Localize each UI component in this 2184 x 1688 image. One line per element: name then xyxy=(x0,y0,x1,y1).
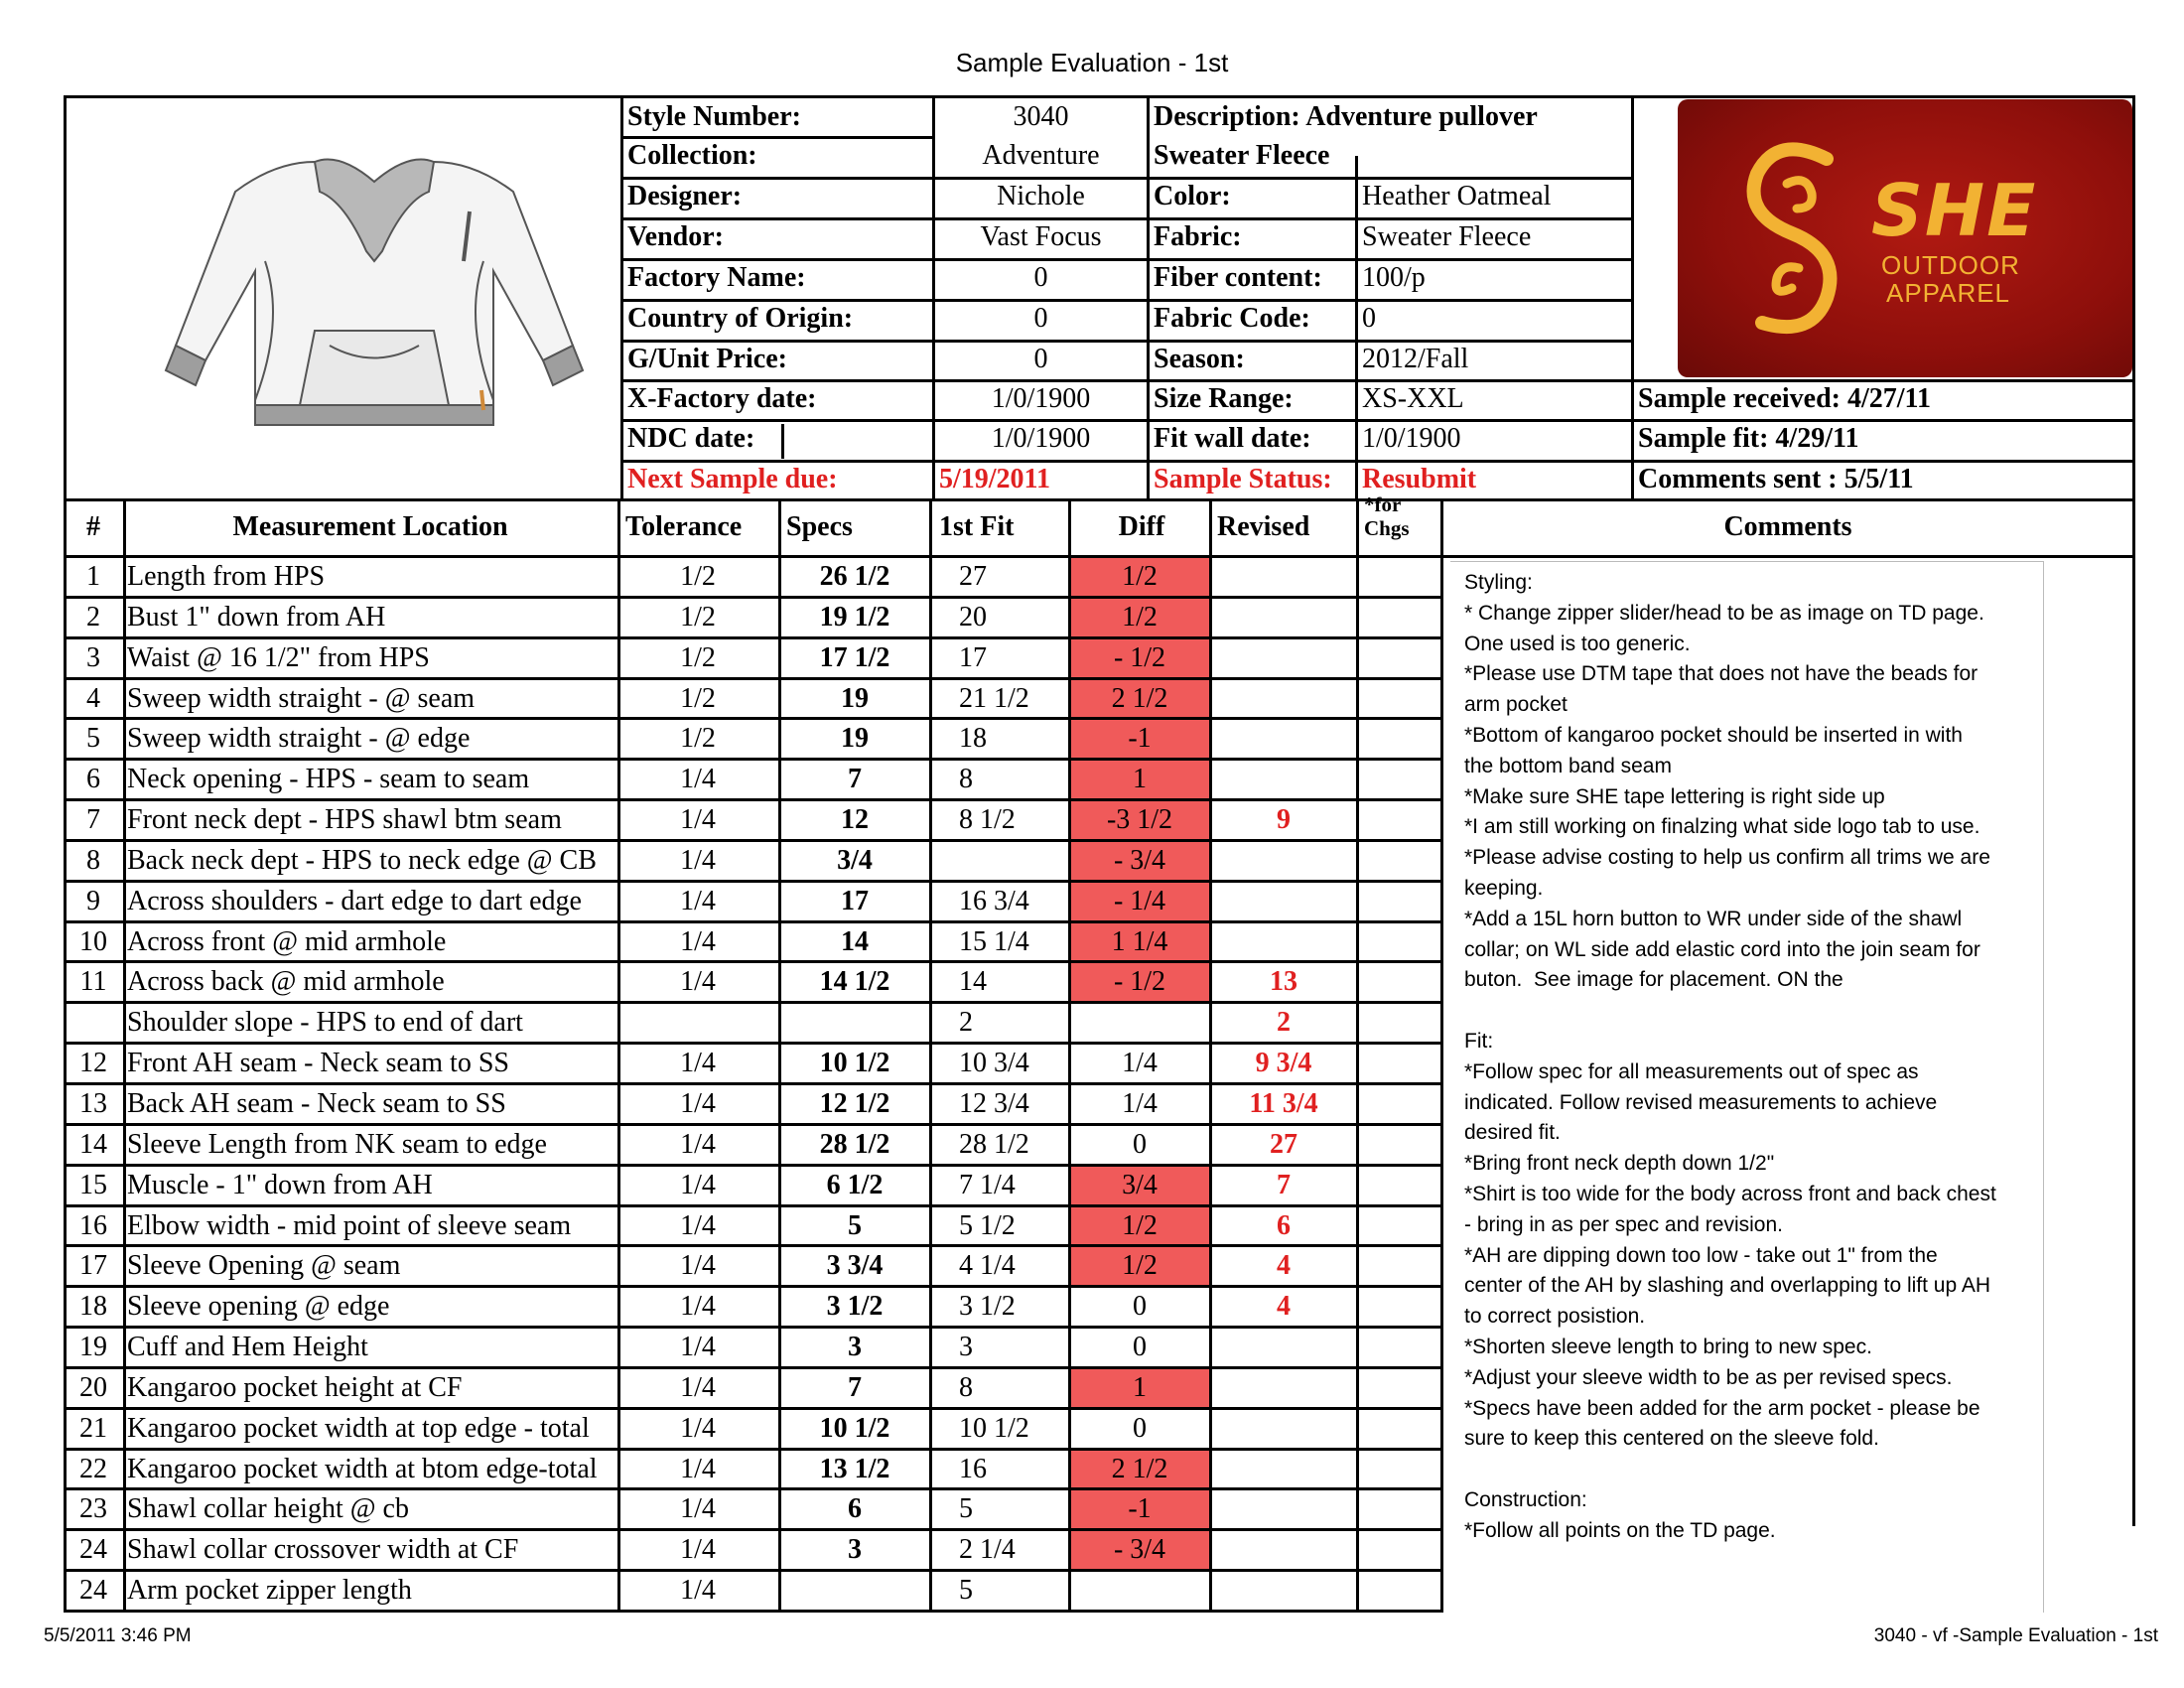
row-spec: 10 1/2 xyxy=(819,1412,890,1444)
row-diff: 1 xyxy=(1070,1369,1209,1407)
row-spec: 12 xyxy=(841,804,869,836)
row-num: 19 xyxy=(79,1332,107,1363)
sample-status-label: Sample Status: xyxy=(1154,464,1332,494)
row-revised: 7 xyxy=(1277,1169,1291,1200)
designer-value: Nichole xyxy=(997,181,1085,211)
season-value: 2012/Fall xyxy=(1362,344,1469,374)
table-row xyxy=(64,963,1440,1004)
row-tolerance: 1/4 xyxy=(680,1048,716,1079)
row-location: Arm pocket zipper length xyxy=(127,1575,412,1607)
row-first-fit: 20 xyxy=(959,601,987,633)
collection-label: Collection: xyxy=(627,140,757,171)
row-spec xyxy=(780,1572,929,1610)
row-first-fit: 27 xyxy=(959,561,987,592)
row-revised xyxy=(1211,1531,1356,1569)
row-location: Sleeve Length from NK seam to edge xyxy=(127,1128,547,1160)
row-tolerance: 1/4 xyxy=(680,804,716,836)
row-num: 6 xyxy=(86,764,100,795)
row-revised: 6 xyxy=(1277,1209,1291,1241)
row-spec: 28 1/2 xyxy=(819,1128,890,1160)
table-row xyxy=(64,1329,1440,1369)
row-tolerance: 1/4 xyxy=(680,1493,716,1525)
footer-left: 5/5/2011 3:46 PM xyxy=(44,1625,192,1646)
row-first-fit: 16 xyxy=(959,1453,987,1484)
row-tolerance: 1/4 xyxy=(680,1412,716,1444)
sample-status-value: Resubmit xyxy=(1362,464,1477,494)
table-row xyxy=(64,720,1440,761)
next-sample-value: 5/19/2011 xyxy=(939,464,1051,494)
row-location: Front AH seam - Neck seam to SS xyxy=(127,1048,509,1079)
color-value: Heather Oatmeal xyxy=(1362,181,1552,211)
row-first-fit: 4 1/4 xyxy=(959,1250,1016,1282)
row-diff: 1/2 xyxy=(1070,599,1209,636)
row-num: 23 xyxy=(79,1493,107,1525)
table-row xyxy=(64,1451,1440,1491)
table-row xyxy=(64,1045,1440,1085)
designer-label: Designer: xyxy=(627,181,743,211)
row-tolerance: 1/4 xyxy=(680,1250,716,1282)
row-num: 4 xyxy=(86,682,100,714)
fit-wall-value: 1/0/1900 xyxy=(1362,423,1461,454)
row-first-fit: 21 1/2 xyxy=(959,682,1029,714)
row-tolerance: 1/2 xyxy=(680,682,716,714)
factory-name-value: 0 xyxy=(1033,262,1048,293)
sample-fit: Sample fit: 4/29/11 xyxy=(1638,423,1859,454)
fiber-value: 100/p xyxy=(1362,262,1426,293)
row-location: Sleeve Opening @ seam xyxy=(127,1250,401,1282)
row-num: 3 xyxy=(86,641,100,673)
table-row xyxy=(64,1572,1440,1613)
row-tolerance: 1/2 xyxy=(680,601,716,633)
row-diff: 1/4 xyxy=(1122,1048,1158,1079)
row-diff: 2 1/2 xyxy=(1070,680,1209,718)
measurement-rows xyxy=(64,558,1440,1613)
row-diff: 1 1/4 xyxy=(1070,923,1209,961)
vendor-label: Vendor: xyxy=(627,221,724,252)
row-first-fit: 16 3/4 xyxy=(959,885,1029,916)
fabric-label: Fabric: xyxy=(1154,221,1242,252)
row-revised: 13 xyxy=(1270,966,1297,998)
row-location: Bust 1" down from AH xyxy=(127,601,386,633)
season-label: Season: xyxy=(1154,344,1245,374)
row-diff: 2 1/2 xyxy=(1070,1451,1209,1488)
row-spec: 3 xyxy=(848,1332,862,1363)
logo-line1: OUTDOOR xyxy=(1881,250,2020,280)
row-diff: -1 xyxy=(1070,1490,1209,1528)
row-location: Shoulder slope - HPS to end of dart xyxy=(127,1007,523,1039)
row-diff: 0 xyxy=(1133,1412,1147,1444)
row-num: 13 xyxy=(79,1088,107,1119)
row-spec: 26 1/2 xyxy=(819,561,890,592)
row-location: Sweep width straight - @ seam xyxy=(127,682,476,714)
row-revised xyxy=(1211,720,1356,758)
row-revised xyxy=(1211,1572,1356,1610)
row-revised: 9 xyxy=(1277,804,1291,836)
row-diff: 3/4 xyxy=(1070,1167,1209,1204)
row-num: 22 xyxy=(79,1453,107,1484)
row-location: Cuff and Hem Height xyxy=(127,1332,368,1363)
row-diff: 1/2 xyxy=(1070,1247,1209,1285)
row-first-fit: 7 1/4 xyxy=(959,1169,1016,1200)
table-row xyxy=(64,1167,1440,1207)
ndc-value: 1/0/1900 xyxy=(991,423,1091,454)
row-tolerance: 1/4 xyxy=(680,1332,716,1363)
col-tolerance-header: Tolerance xyxy=(625,511,743,542)
row-num: 12 xyxy=(79,1048,107,1079)
table-row xyxy=(64,599,1440,639)
table-row xyxy=(64,1247,1440,1288)
row-spec: 13 1/2 xyxy=(819,1453,890,1484)
row-revised xyxy=(1211,1410,1356,1448)
ndc-label: NDC date: xyxy=(627,423,755,454)
table-row xyxy=(64,639,1440,680)
col-for-chgs-1: *for xyxy=(1364,492,1402,516)
table-row xyxy=(64,1207,1440,1248)
row-num xyxy=(64,1004,123,1042)
row-spec: 3 3/4 xyxy=(826,1250,884,1282)
row-location: Sleeve opening @ edge xyxy=(127,1291,390,1323)
row-num: 21 xyxy=(79,1412,107,1444)
table-row xyxy=(64,1490,1440,1531)
row-first-fit: 3 1/2 xyxy=(959,1291,1016,1323)
row-revised xyxy=(1211,680,1356,718)
col-comments-header: Comments xyxy=(1723,511,1852,542)
table-row xyxy=(64,761,1440,801)
row-num: 11 xyxy=(79,966,107,998)
row-location: Across shoulders - dart edge to dart edge xyxy=(127,885,582,916)
row-first-fit: 5 xyxy=(959,1493,973,1525)
table-row xyxy=(64,1288,1440,1329)
table-row xyxy=(64,1369,1440,1410)
row-revised xyxy=(1211,923,1356,961)
row-tolerance: 1/4 xyxy=(680,966,716,998)
row-revised xyxy=(1211,1490,1356,1528)
row-tolerance: 1/4 xyxy=(680,1534,716,1566)
row-revised: 2 xyxy=(1277,1007,1291,1039)
row-location: Kangaroo pocket width at top edge - total xyxy=(127,1412,590,1444)
brand-logo xyxy=(1678,99,2132,377)
table-row xyxy=(64,842,1440,883)
row-first-fit: 15 1/4 xyxy=(959,925,1029,957)
col-location-header: Measurement Location xyxy=(232,511,508,542)
row-location: Kangaroo pocket height at CF xyxy=(127,1371,463,1403)
row-location: Across back @ mid armhole xyxy=(127,966,445,998)
description-line1: Description: Adventure pullover xyxy=(1154,101,1538,132)
row-num: 16 xyxy=(79,1209,107,1241)
row-num: 7 xyxy=(86,804,100,836)
row-location: Neck opening - HPS - seam to seam xyxy=(127,764,530,795)
row-diff: 0 xyxy=(1133,1332,1147,1363)
table-row xyxy=(64,1410,1440,1451)
row-revised xyxy=(1211,761,1356,798)
row-location: Shawl collar height @ cb xyxy=(127,1493,409,1525)
row-diff: 1/2 xyxy=(1070,558,1209,596)
row-num: 1 xyxy=(86,561,100,592)
row-tolerance xyxy=(617,1004,778,1042)
row-tolerance: 1/4 xyxy=(680,764,716,795)
row-revised xyxy=(1211,883,1356,920)
fabric-code-label: Fabric Code: xyxy=(1154,303,1310,334)
size-range-label: Size Range: xyxy=(1154,383,1294,414)
row-first-fit: 8 1/2 xyxy=(959,804,1016,836)
table-row xyxy=(64,801,1440,842)
row-spec: 17 1/2 xyxy=(819,641,890,673)
style-number-value: 3040 xyxy=(1013,101,1069,132)
row-diff xyxy=(1070,1004,1209,1042)
row-diff: 1/2 xyxy=(1070,1207,1209,1245)
logo-line2: APPAREL xyxy=(1886,278,2011,308)
row-spec: 19 xyxy=(841,723,869,755)
fiber-label: Fiber content: xyxy=(1154,262,1322,293)
row-spec: 19 1/2 xyxy=(819,601,890,633)
row-tolerance: 1/2 xyxy=(680,561,716,592)
row-revised xyxy=(1211,558,1356,596)
row-location: Kangaroo pocket width at btom edge-total xyxy=(127,1453,598,1484)
row-revised xyxy=(1211,842,1356,880)
next-sample-label: Next Sample due: xyxy=(627,464,838,494)
row-spec xyxy=(780,1004,929,1042)
row-spec: 3 1/2 xyxy=(826,1291,884,1323)
row-first-fit: 8 xyxy=(959,1371,973,1403)
row-diff: 1/4 xyxy=(1122,1088,1158,1119)
row-spec: 6 1/2 xyxy=(826,1169,884,1200)
row-first-fit: 3 xyxy=(959,1332,973,1363)
row-first-fit: 2 xyxy=(959,1007,973,1039)
table-row xyxy=(64,923,1440,964)
row-spec: 14 1/2 xyxy=(819,966,890,998)
collection-value: Adventure xyxy=(982,140,1100,171)
row-revised xyxy=(1211,1369,1356,1407)
row-num: 15 xyxy=(79,1169,107,1200)
col-specs-header: Specs xyxy=(786,511,853,542)
row-tolerance: 1/4 xyxy=(680,1169,716,1200)
row-location: Across front @ mid armhole xyxy=(127,925,447,957)
x-factory-label: X-Factory date: xyxy=(627,383,817,414)
row-num: 18 xyxy=(79,1291,107,1323)
row-revised: 4 xyxy=(1277,1250,1291,1282)
row-diff: - 1/2 xyxy=(1070,963,1209,1001)
row-location: Waist @ 16 1/2" from HPS xyxy=(127,641,430,673)
row-spec: 14 xyxy=(841,925,869,957)
row-diff: -1 xyxy=(1070,720,1209,758)
col-diff-header: Diff xyxy=(1118,511,1165,542)
row-tolerance: 1/4 xyxy=(680,925,716,957)
row-tolerance: 1/4 xyxy=(680,1575,716,1607)
table-row xyxy=(64,680,1440,721)
table-row xyxy=(64,1126,1440,1167)
row-location: Back AH seam - Neck seam to SS xyxy=(127,1088,506,1119)
row-first-fit: 10 1/2 xyxy=(959,1412,1029,1444)
row-diff: - 1/4 xyxy=(1070,883,1209,920)
row-location: Back neck dept - HPS to neck edge @ CB xyxy=(127,844,597,876)
comments-text: Styling: * Change zipper slider/head to be as image on TD page. One used is too generic. *Please use DTM tape that does not have the beads for arm pocket *Bottom of kangaroo pocket should be inserted in with the bottom band seam *Make sure SHE tape lettering is right side up *I am still working on finalzing what side logo tab to use. *Please advise costing to help us confirm all trims we are keeping. *Add a 15L horn button to WR under side of the shawl collar; on WL side add elastic cord into the join seam for buton. See image for placement. ON the Fit: *Follow spec for all measurements out of spec as indicated. Follow revised measurements to achieve desired fit. *Bring front neck depth down 1/2" *Shirt is too wide for the body across front and back chest - bring in as per spec and revision. *AH are dipping down too low - take out 1" from the center of the AH by slashing and overlapping to lift up AH to correct posistion. *Shorten sleeve length to bring to new spec. *Adjust your sleeve width to be as per revised specs. *Specs have been added for the arm pocket - please be sure to keep this centered on the sleeve fold. Construction: *Follow all points on the TD page. xyxy=(1464,571,1996,1542)
row-spec: 6 xyxy=(848,1493,862,1525)
row-diff: - 1/2 xyxy=(1070,639,1209,677)
row-revised xyxy=(1211,639,1356,677)
row-spec: 7 xyxy=(848,764,862,795)
row-spec: 3/4 xyxy=(837,844,873,876)
row-tolerance: 1/4 xyxy=(680,1128,716,1160)
row-revised xyxy=(1211,1451,1356,1488)
row-revised xyxy=(1211,1329,1356,1366)
row-revised xyxy=(1211,599,1356,636)
table-row xyxy=(64,1531,1440,1572)
table-row xyxy=(64,883,1440,923)
page-title: Sample Evaluation - 1st xyxy=(955,48,1229,77)
row-num: 24 xyxy=(79,1534,107,1566)
country-value: 0 xyxy=(1033,303,1048,334)
table-row xyxy=(64,1004,1440,1045)
row-num: 5 xyxy=(86,723,100,755)
row-location: Elbow width - mid point of sleeve seam xyxy=(127,1209,572,1241)
vendor-value: Vast Focus xyxy=(980,221,1102,252)
row-num: 9 xyxy=(86,885,100,916)
row-spec: 19 xyxy=(841,682,869,714)
row-location: Length from HPS xyxy=(127,561,326,592)
row-diff: 0 xyxy=(1133,1128,1147,1160)
row-revised: 9 3/4 xyxy=(1255,1048,1312,1079)
row-first-fit: 10 3/4 xyxy=(959,1048,1029,1079)
swirl-s-icon xyxy=(1717,129,1866,348)
row-tolerance: 1/2 xyxy=(680,723,716,755)
row-first-fit: 2 1/4 xyxy=(959,1534,1016,1566)
unit-price-value: 0 xyxy=(1033,344,1048,374)
row-first-fit: 8 xyxy=(959,764,973,795)
size-range-value: XS-XXL xyxy=(1362,383,1464,414)
row-spec: 17 xyxy=(841,885,869,916)
row-diff: 0 xyxy=(1133,1291,1147,1323)
table-row xyxy=(64,558,1440,599)
row-tolerance: 1/4 xyxy=(680,1088,716,1119)
row-diff: - 3/4 xyxy=(1070,1531,1209,1569)
row-diff xyxy=(1070,1572,1209,1610)
factory-name-label: Factory Name: xyxy=(627,262,806,293)
row-revised: 27 xyxy=(1270,1128,1297,1160)
sample-received: Sample received: 4/27/11 xyxy=(1638,383,1931,414)
row-revised: 4 xyxy=(1277,1291,1291,1323)
row-num: 8 xyxy=(86,844,100,876)
row-location: Sweep width straight - @ edge xyxy=(127,723,471,755)
row-revised: 11 3/4 xyxy=(1249,1088,1318,1119)
row-tolerance: 1/4 xyxy=(680,885,716,916)
row-tolerance: 1/4 xyxy=(680,844,716,876)
row-spec: 7 xyxy=(848,1371,862,1403)
row-first-fit: 12 3/4 xyxy=(959,1088,1029,1119)
row-location: Shawl collar crossover width at CF xyxy=(127,1534,519,1566)
fabric-value: Sweater Fleece xyxy=(1362,221,1532,252)
row-tolerance: 1/2 xyxy=(680,641,716,673)
country-label: Country of Origin: xyxy=(627,303,854,334)
row-diff: 1 xyxy=(1070,761,1209,798)
table-row xyxy=(64,1085,1440,1126)
footer-right: 3040 - vf -Sample Evaluation - 1st xyxy=(1873,1625,2158,1646)
unit-price-label: G/Unit Price: xyxy=(627,344,787,374)
col-for-chgs-2: Chgs xyxy=(1364,516,1410,540)
x-factory-value: 1/0/1900 xyxy=(991,383,1091,414)
row-spec: 5 xyxy=(848,1209,862,1241)
color-label: Color: xyxy=(1154,181,1231,211)
description-line2: Sweater Fleece xyxy=(1154,140,1330,171)
table-header-row xyxy=(64,492,2135,558)
row-first-fit: 5 xyxy=(959,1575,973,1607)
col-first-fit-header: 1st Fit xyxy=(939,511,1015,542)
row-spec: 10 1/2 xyxy=(819,1048,890,1079)
row-num: 14 xyxy=(79,1128,107,1160)
row-num: 24 xyxy=(79,1575,107,1607)
row-num: 2 xyxy=(86,601,100,633)
row-first-fit: 18 xyxy=(959,723,987,755)
row-tolerance: 1/4 xyxy=(680,1453,716,1484)
row-diff: - 3/4 xyxy=(1070,842,1209,880)
row-num: 20 xyxy=(79,1371,107,1403)
row-first-fit: 28 1/2 xyxy=(959,1128,1029,1160)
row-spec: 12 1/2 xyxy=(819,1088,890,1119)
row-num: 10 xyxy=(79,925,107,957)
comments-sent: Comments sent : 5/5/11 xyxy=(1638,464,1914,494)
row-first-fit: 5 1/2 xyxy=(959,1209,1016,1241)
row-num: 17 xyxy=(79,1250,107,1282)
row-tolerance: 1/4 xyxy=(680,1209,716,1241)
col-num-header: # xyxy=(86,511,100,542)
garment-sketch xyxy=(116,122,632,440)
row-spec: 3 xyxy=(848,1534,862,1566)
row-location: Muscle - 1" down from AH xyxy=(127,1169,433,1200)
row-first-fit: 14 xyxy=(959,966,987,998)
row-location: Front neck dept - HPS shawl btm seam xyxy=(127,804,562,836)
row-first-fit xyxy=(933,842,1067,880)
col-revised-header: Revised xyxy=(1217,511,1310,542)
fit-wall-label: Fit wall date: xyxy=(1154,423,1311,454)
row-diff: -3 1/2 xyxy=(1070,801,1209,839)
row-tolerance: 1/4 xyxy=(680,1371,716,1403)
row-first-fit: 17 xyxy=(959,641,987,673)
fabric-code-value: 0 xyxy=(1362,303,1376,334)
style-number-label: Style Number: xyxy=(627,101,801,132)
row-tolerance: 1/4 xyxy=(680,1291,716,1323)
logo-brand-text: SHE xyxy=(1871,169,2038,252)
